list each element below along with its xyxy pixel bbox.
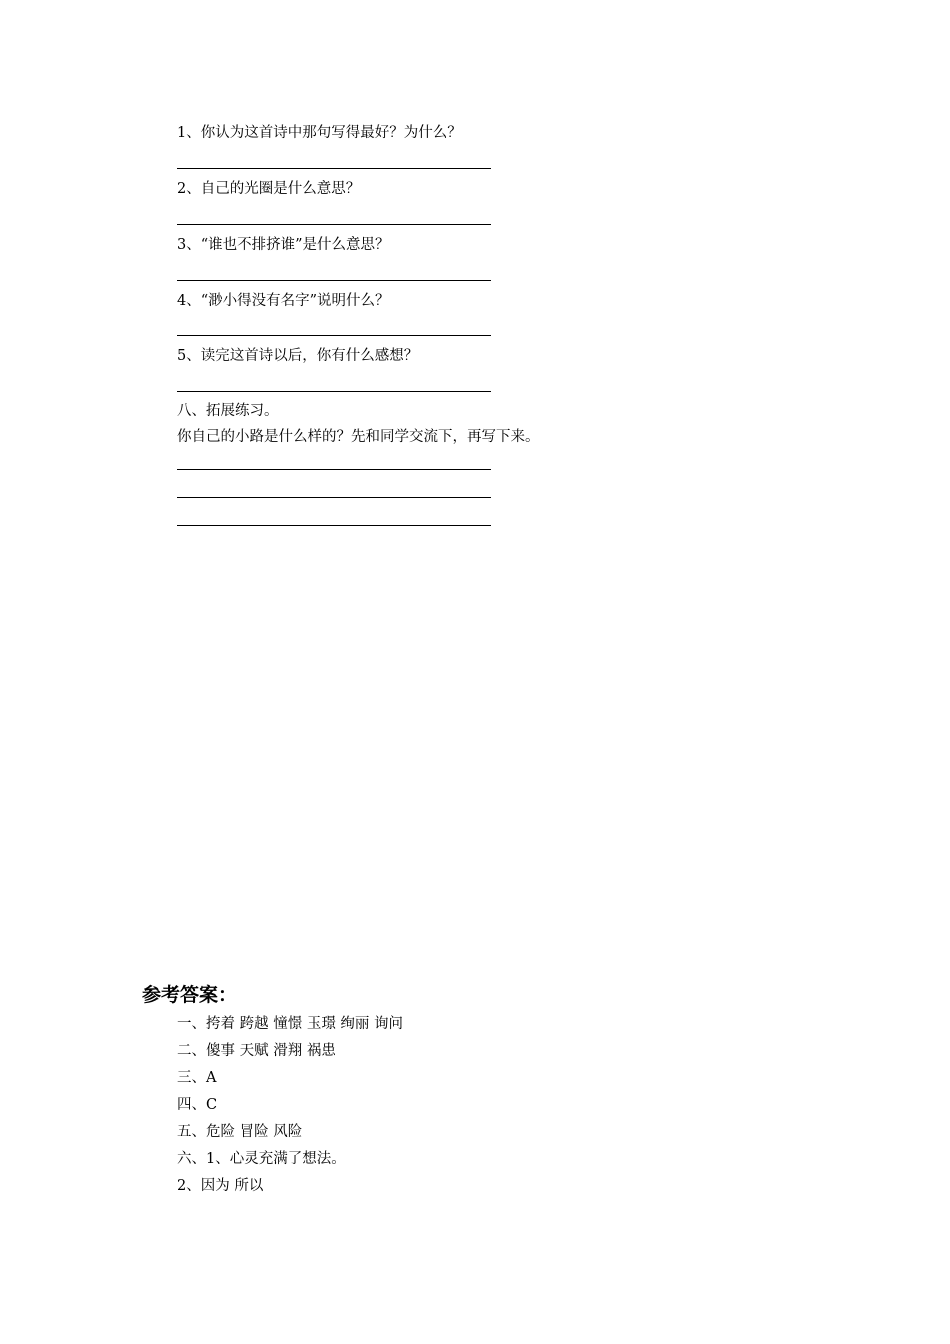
answer-key-heading: 参考答案： xyxy=(142,984,238,1006)
writing-line-3[interactable] xyxy=(177,525,491,526)
section-8-title: 八、拓展练习。 xyxy=(177,403,279,419)
answer-item-3: 三、A xyxy=(177,1070,217,1086)
answer-item-7: 2、因为 所以 xyxy=(177,1178,264,1194)
answer-line-4[interactable] xyxy=(177,335,491,336)
answer-item-6: 六、1、心灵充满了想法。 xyxy=(177,1151,346,1167)
question-5: 5、读完这首诗以后，你有什么感想？ xyxy=(177,348,419,364)
writing-line-1[interactable] xyxy=(177,469,491,470)
section-8-prompt: 你自己的小路是什么样的？先和同学交流下，再写下来。 xyxy=(177,429,540,445)
answer-line-5[interactable] xyxy=(177,391,491,392)
answer-item-2: 二、傻事 天赋 滑翔 祸患 xyxy=(177,1043,336,1059)
answer-item-5: 五、危险 冒险 风险 xyxy=(177,1124,303,1140)
answer-line-1[interactable] xyxy=(177,168,491,169)
writing-line-2[interactable] xyxy=(177,497,491,498)
question-3: 3、“谁也不排挤谁”是什么意思？ xyxy=(177,237,390,253)
question-2: 2、自己的光圈是什么意思？ xyxy=(177,181,361,197)
answer-line-3[interactable] xyxy=(177,280,491,281)
answer-line-2[interactable] xyxy=(177,224,491,225)
answer-item-4: 四、C xyxy=(177,1097,218,1113)
question-1: 1、你认为这首诗中那句写得最好？为什么？ xyxy=(177,125,462,141)
answer-item-1: 一、挎着 跨越 憧憬 玉璟 绚丽 询问 xyxy=(177,1016,404,1032)
question-4: 4、“渺小得没有名字”说明什么？ xyxy=(177,293,390,309)
